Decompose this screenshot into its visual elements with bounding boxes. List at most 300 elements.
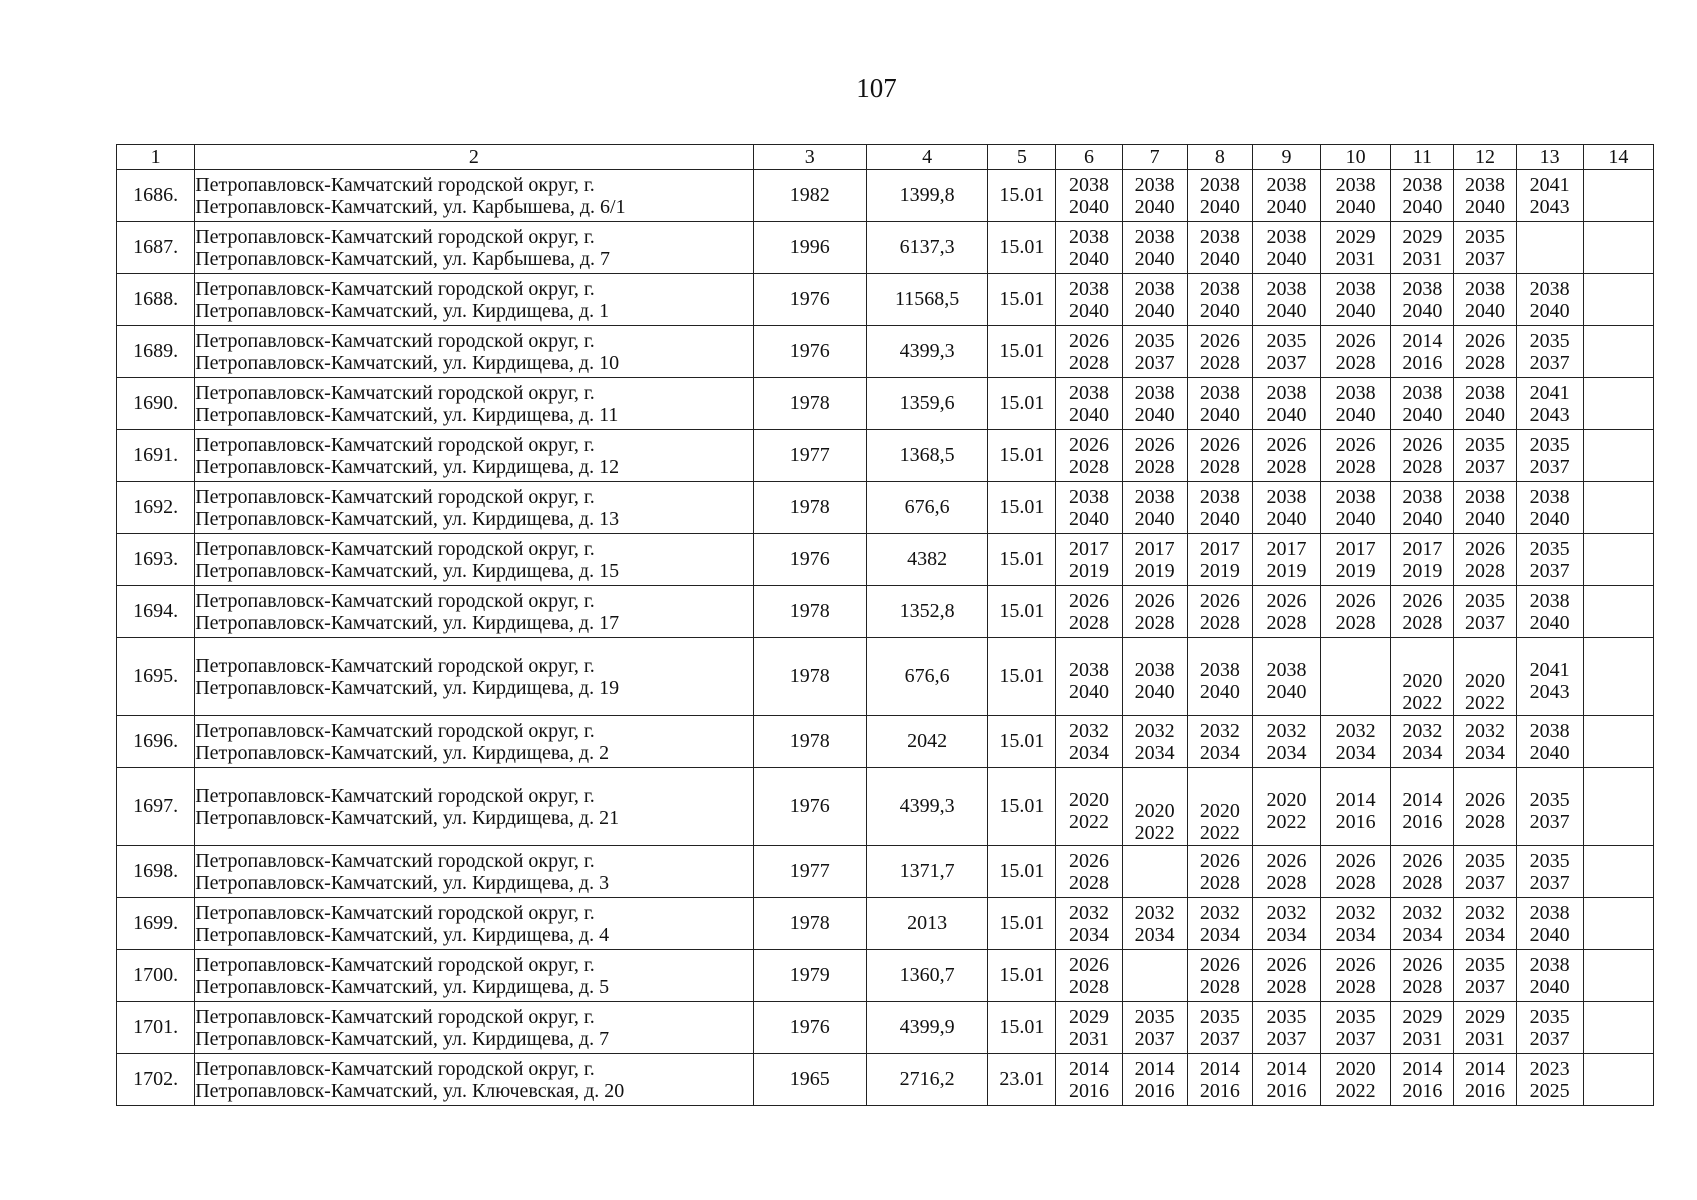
column-header-10: 10	[1321, 145, 1391, 170]
period-start-year: 2026	[1402, 953, 1443, 976]
period-start-year: 2032	[1069, 719, 1109, 742]
period-cell-col-8	[1187, 716, 1252, 768]
period-end-year: 2028	[1199, 975, 1240, 998]
period-cell-col-13	[1516, 1054, 1583, 1106]
column-header-7: 7	[1122, 145, 1187, 170]
building-area: 2013	[866, 898, 987, 950]
period-cell-col-12	[1454, 950, 1516, 1002]
construction-year: 1979	[753, 950, 866, 1002]
column-header-14: 14	[1583, 145, 1653, 170]
period-end-year: 2043	[1529, 680, 1570, 703]
address-cell	[195, 638, 753, 716]
construction-year: 1965	[753, 1054, 866, 1106]
period-end-year: 2028	[1069, 871, 1109, 894]
building-area: 2042	[866, 716, 987, 768]
period-start-year: 2038	[1199, 485, 1240, 508]
row-number: 1690.	[117, 378, 195, 430]
period-end-year: 2040	[1134, 195, 1175, 218]
period-start-year: 2029	[1402, 1005, 1443, 1028]
period-end-year: 2040	[1134, 403, 1175, 426]
period-end-year: 2034	[1402, 741, 1443, 764]
period-start-year: 2038	[1464, 381, 1505, 404]
address-cell	[195, 1002, 753, 1054]
address-cell	[195, 482, 753, 534]
address-cell	[195, 222, 753, 274]
column-header-8: 8	[1187, 145, 1252, 170]
period-cell-col-9	[1252, 1054, 1320, 1106]
period-cell-col-7	[1122, 222, 1187, 274]
period-cell-col-6	[1056, 716, 1122, 768]
period-end-year: 2016	[1335, 810, 1376, 833]
period-cell-col-10	[1321, 274, 1391, 326]
period-cell-col-10	[1321, 430, 1391, 482]
period-end-year: 2040	[1464, 507, 1505, 530]
period-start-year: 2038	[1134, 173, 1175, 196]
construction-year: 1977	[753, 430, 866, 482]
column-number-header-row	[117, 145, 1654, 170]
address-line-1: Петропавловск-Камчатский городской округ, г.	[195, 225, 595, 248]
address-cell	[195, 170, 753, 222]
period-cell-col-8	[1187, 1054, 1252, 1106]
period-cell-col-6	[1056, 274, 1122, 326]
address-line-1: Петропавловск-Камчатский городской округ, г.	[195, 589, 595, 612]
period-end-year: 2040	[1134, 247, 1175, 270]
period-end-year: 2040	[1069, 247, 1109, 270]
category-code: 15.01	[988, 950, 1056, 1002]
period-start-year: 2026	[1464, 329, 1505, 352]
period-start-year: 2017	[1134, 537, 1175, 560]
period-start-year: 2035	[1529, 433, 1570, 456]
period-end-year: 2028	[1464, 351, 1505, 374]
period-cell-col-9	[1252, 586, 1320, 638]
period-start-year: 2035	[1464, 953, 1505, 976]
period-end-year: 2016	[1266, 1079, 1307, 1102]
row-number: 1699.	[117, 898, 195, 950]
period-start-year: 2035	[1529, 849, 1570, 872]
period-end-year: 2019	[1402, 559, 1443, 582]
period-start-year: 2032	[1134, 901, 1175, 924]
period-start-year: 2026	[1266, 849, 1307, 872]
column-header-6: 6	[1056, 145, 1122, 170]
construction-year: 1976	[753, 326, 866, 378]
period-end-year: 2040	[1199, 195, 1240, 218]
period-start-year: 2038	[1134, 658, 1175, 681]
period-start-year: 2038	[1266, 173, 1307, 196]
period-cell-col-7	[1122, 846, 1187, 898]
period-start-year: 2020	[1134, 800, 1175, 822]
period-start-year: 2038	[1464, 277, 1505, 300]
period-end-year: 2040	[1069, 507, 1109, 530]
address-line-2: Петропавловск-Камчатский, ул. Кирдищева, д. 13	[195, 507, 620, 530]
period-cell-col-10	[1321, 638, 1391, 716]
period-cell-col-13	[1516, 378, 1583, 430]
period-end-year: 2040	[1529, 741, 1570, 764]
table-row	[117, 1054, 1654, 1106]
period-start-year: 2026	[1266, 953, 1307, 976]
column-header-1: 1	[117, 145, 195, 170]
address-cell	[195, 326, 753, 378]
table-row	[117, 378, 1654, 430]
period-end-year: 2040	[1199, 247, 1240, 270]
address-line-1: Петропавловск-Камчатский городской округ, г.	[195, 719, 595, 742]
period-start-year: 2038	[1402, 277, 1443, 300]
address-line-2: Петропавловск-Камчатский, ул. Кирдищева, д. 2	[195, 741, 610, 764]
period-cell-col-6	[1056, 638, 1122, 716]
period-cell-col-10	[1321, 482, 1391, 534]
period-start-year: 2026	[1069, 433, 1109, 456]
period-start-year: 2032	[1266, 719, 1307, 742]
period-cell-col-11	[1391, 716, 1454, 768]
period-start-year: 2032	[1335, 719, 1376, 742]
period-start-year: 2026	[1335, 849, 1376, 872]
period-start-year: 2035	[1464, 433, 1505, 456]
period-start-year: 2038	[1134, 225, 1175, 248]
period-cell-col-11	[1391, 638, 1454, 716]
building-area: 2716,2	[866, 1054, 987, 1106]
address-line-2: Петропавловск-Камчатский, ул. Ключевская, д. 20	[195, 1079, 625, 1102]
construction-year: 1978	[753, 378, 866, 430]
period-start-year: 2032	[1266, 901, 1307, 924]
period-start-year: 2026	[1335, 433, 1376, 456]
row-number: 1693.	[117, 534, 195, 586]
period-end-year: 2034	[1134, 741, 1175, 764]
period-cell-col-14	[1583, 716, 1653, 768]
period-end-year: 2040	[1266, 247, 1307, 270]
period-cell-col-12	[1454, 326, 1516, 378]
period-cell-col-6	[1056, 846, 1122, 898]
period-start-year: 2038	[1335, 277, 1376, 300]
period-cell-col-9	[1252, 170, 1320, 222]
category-code: 15.01	[988, 378, 1056, 430]
period-start-year: 2038	[1335, 173, 1376, 196]
period-start-year: 2026	[1335, 329, 1376, 352]
period-start-year: 2026	[1199, 589, 1240, 612]
period-end-year: 2034	[1266, 923, 1307, 946]
period-start-year: 2038	[1199, 658, 1240, 681]
period-start-year: 2023	[1529, 1057, 1570, 1080]
period-start-year: 2029	[1069, 1005, 1109, 1028]
table-row	[117, 638, 1654, 716]
period-end-year: 2040	[1335, 299, 1376, 322]
period-cell-col-10	[1321, 950, 1391, 1002]
period-cell-col-11	[1391, 326, 1454, 378]
period-cell-col-13	[1516, 846, 1583, 898]
period-cell-col-10	[1321, 716, 1391, 768]
period-start-year: 2038	[1402, 381, 1443, 404]
category-code: 15.01	[988, 326, 1056, 378]
period-cell-col-8	[1187, 378, 1252, 430]
period-cell-col-7	[1122, 430, 1187, 482]
period-start-year: 2038	[1335, 381, 1376, 404]
construction-year: 1978	[753, 482, 866, 534]
period-end-year: 2028	[1199, 351, 1240, 374]
period-start-year: 2041	[1529, 173, 1570, 196]
period-start-year: 2026	[1199, 953, 1240, 976]
period-end-year: 2040	[1069, 195, 1109, 218]
row-number: 1698.	[117, 846, 195, 898]
period-cell-col-14	[1583, 222, 1653, 274]
period-start-year: 2035	[1529, 537, 1570, 560]
period-end-year: 2040	[1069, 403, 1109, 426]
period-start-year: 2035	[1134, 1005, 1175, 1028]
period-start-year: 2038	[1069, 381, 1109, 404]
period-end-year: 2019	[1335, 559, 1376, 582]
period-end-year: 2037	[1529, 871, 1570, 894]
building-area: 6137,3	[866, 222, 987, 274]
period-start-year: 2035	[1529, 788, 1570, 811]
period-end-year: 2016	[1402, 351, 1443, 374]
period-cell-col-7	[1122, 482, 1187, 534]
period-start-year: 2035	[1266, 329, 1307, 352]
period-cell-col-9	[1252, 846, 1320, 898]
period-start-year: 2014	[1402, 1057, 1443, 1080]
period-start-year: 2038	[1464, 485, 1505, 508]
building-area: 1352,8	[866, 586, 987, 638]
period-cell-col-10	[1321, 586, 1391, 638]
category-code: 15.01	[988, 274, 1056, 326]
column-header-13: 13	[1516, 145, 1583, 170]
table-row	[117, 534, 1654, 586]
period-end-year: 2037	[1529, 351, 1570, 374]
period-cell-col-11	[1391, 586, 1454, 638]
construction-year: 1978	[753, 638, 866, 716]
address-line-1: Петропавловск-Камчатский городской округ, г.	[195, 277, 595, 300]
period-cell-col-10	[1321, 898, 1391, 950]
period-start-year: 2035	[1464, 849, 1505, 872]
period-cell-col-7	[1122, 378, 1187, 430]
building-area: 11568,5	[866, 274, 987, 326]
period-end-year: 2028	[1069, 455, 1109, 478]
period-start-year: 2038	[1069, 485, 1109, 508]
address-line-1: Петропавловск-Камчатский городской округ, г.	[195, 901, 595, 924]
period-start-year: 2035	[1134, 329, 1175, 352]
period-start-year: 2032	[1134, 719, 1175, 742]
period-end-year: 2025	[1529, 1079, 1570, 1102]
construction-year: 1982	[753, 170, 866, 222]
period-start-year: 2026	[1335, 953, 1376, 976]
building-area: 1360,7	[866, 950, 987, 1002]
period-start-year: 2032	[1402, 901, 1443, 924]
period-end-year: 2040	[1134, 680, 1175, 703]
period-cell-col-8	[1187, 170, 1252, 222]
period-start-year: 2035	[1529, 329, 1570, 352]
period-cell-col-6	[1056, 378, 1122, 430]
period-cell-col-8	[1187, 482, 1252, 534]
building-area: 4382	[866, 534, 987, 586]
period-start-year: 2038	[1266, 381, 1307, 404]
period-cell-col-8	[1187, 898, 1252, 950]
row-number: 1686.	[117, 170, 195, 222]
period-end-year: 2040	[1199, 299, 1240, 322]
column-header-11: 11	[1391, 145, 1454, 170]
period-cell-col-6	[1056, 898, 1122, 950]
period-start-year: 2017	[1335, 537, 1376, 560]
period-cell-col-6	[1056, 768, 1122, 846]
category-code: 15.01	[988, 170, 1056, 222]
period-end-year: 2028	[1266, 871, 1307, 894]
period-end-year: 2019	[1266, 559, 1307, 582]
period-cell-col-7	[1122, 950, 1187, 1002]
period-cell-col-9	[1252, 950, 1320, 1002]
period-cell-col-9	[1252, 430, 1320, 482]
address-line-1: Петропавловск-Камчатский городской округ, г.	[195, 953, 595, 976]
period-end-year: 2028	[1134, 611, 1175, 634]
address-line-2: Петропавловск-Камчатский, ул. Кирдищева, д. 19	[195, 676, 620, 699]
building-area: 1399,8	[866, 170, 987, 222]
period-cell-col-8	[1187, 638, 1252, 716]
period-start-year: 2026	[1069, 953, 1109, 976]
period-start-year: 2020	[1266, 788, 1307, 811]
period-cell-col-10	[1321, 534, 1391, 586]
category-code: 15.01	[988, 638, 1056, 716]
period-start-year: 2014	[1402, 788, 1443, 811]
period-end-year: 2040	[1199, 680, 1240, 703]
address-line-2: Петропавловск-Камчатский, ул. Кирдищева, д. 11	[195, 403, 619, 426]
period-end-year: 2028	[1402, 611, 1443, 634]
period-cell-col-12	[1454, 586, 1516, 638]
period-end-year: 2040	[1335, 195, 1376, 218]
period-cell-col-14	[1583, 378, 1653, 430]
period-cell-col-9	[1252, 716, 1320, 768]
construction-year: 1978	[753, 586, 866, 638]
period-start-year: 2020	[1464, 670, 1505, 692]
period-end-year: 2037	[1464, 455, 1505, 478]
period-start-year: 2041	[1529, 381, 1570, 404]
period-end-year: 2040	[1402, 507, 1443, 530]
period-start-year: 2026	[1266, 433, 1307, 456]
period-cell-col-13	[1516, 638, 1583, 716]
period-cell-col-9	[1252, 326, 1320, 378]
period-start-year: 2026	[1199, 329, 1240, 352]
period-start-year: 2026	[1402, 589, 1443, 612]
period-cell-col-8	[1187, 1002, 1252, 1054]
category-code: 15.01	[988, 586, 1056, 638]
period-end-year: 2022	[1402, 692, 1443, 714]
period-start-year: 2026	[1134, 589, 1175, 612]
period-start-year: 2038	[1199, 173, 1240, 196]
address-line-1: Петропавловск-Камчатский городской округ, г.	[195, 381, 595, 404]
period-cell-col-12	[1454, 430, 1516, 482]
period-cell-col-12	[1454, 170, 1516, 222]
period-cell-col-7	[1122, 170, 1187, 222]
category-code: 15.01	[988, 768, 1056, 846]
period-cell-col-10	[1321, 326, 1391, 378]
construction-year: 1978	[753, 898, 866, 950]
period-start-year: 2020	[1199, 800, 1240, 822]
period-end-year: 2028	[1199, 455, 1240, 478]
category-code: 15.01	[988, 534, 1056, 586]
period-start-year: 2032	[1402, 719, 1443, 742]
period-cell-col-12	[1454, 1002, 1516, 1054]
period-cell-col-8	[1187, 274, 1252, 326]
period-cell-col-9	[1252, 222, 1320, 274]
period-start-year: 2014	[1335, 788, 1376, 811]
row-number: 1691.	[117, 430, 195, 482]
address-line-2: Петропавловск-Камчатский, ул. Кирдищева, д. 21	[195, 806, 620, 829]
period-start-year: 2038	[1199, 225, 1240, 248]
period-cell-col-9	[1252, 638, 1320, 716]
address-cell	[195, 898, 753, 950]
address-line-2: Петропавловск-Камчатский, ул. Кирдищева, д. 1	[195, 299, 610, 322]
period-end-year: 2040	[1266, 403, 1307, 426]
period-start-year: 2026	[1464, 788, 1505, 811]
period-cell-col-13	[1516, 222, 1583, 274]
period-end-year: 2034	[1335, 923, 1376, 946]
period-start-year: 2038	[1134, 485, 1175, 508]
period-start-year: 2020	[1069, 788, 1109, 811]
period-cell-col-8	[1187, 222, 1252, 274]
period-start-year: 2035	[1529, 1005, 1570, 1028]
period-start-year: 2038	[1266, 225, 1307, 248]
table-row	[117, 482, 1654, 534]
row-number: 1695.	[117, 638, 195, 716]
period-end-year: 2028	[1266, 611, 1307, 634]
period-start-year: 2014	[1402, 329, 1443, 352]
column-header-12: 12	[1454, 145, 1516, 170]
period-start-year: 2038	[1529, 901, 1570, 924]
period-start-year: 2038	[1069, 173, 1109, 196]
period-end-year: 2034	[1402, 923, 1443, 946]
period-end-year: 2040	[1464, 195, 1505, 218]
period-cell-col-7	[1122, 534, 1187, 586]
address-line-1: Петропавловск-Камчатский городской округ, г.	[195, 1057, 595, 1080]
period-end-year: 2016	[1402, 1079, 1443, 1102]
period-start-year: 2026	[1069, 849, 1109, 872]
period-cell-col-10	[1321, 170, 1391, 222]
address-cell	[195, 1054, 753, 1106]
period-end-year: 2040	[1529, 611, 1570, 634]
column-header-2: 2	[195, 145, 753, 170]
period-cell-col-8	[1187, 326, 1252, 378]
period-end-year: 2040	[1266, 195, 1307, 218]
construction-year: 1976	[753, 768, 866, 846]
period-cell-col-9	[1252, 274, 1320, 326]
address-line-1: Петропавловск-Камчатский городской округ, г.	[195, 537, 595, 560]
period-cell-col-14	[1583, 846, 1653, 898]
period-cell-col-7	[1122, 1002, 1187, 1054]
housing-repair-schedule-table	[116, 144, 1654, 1106]
period-end-year: 2043	[1529, 195, 1570, 218]
period-cell-col-12	[1454, 638, 1516, 716]
address-cell	[195, 274, 753, 326]
table-row	[117, 846, 1654, 898]
period-start-year: 2038	[1529, 953, 1570, 976]
address-cell	[195, 378, 753, 430]
period-end-year: 2028	[1402, 871, 1443, 894]
period-end-year: 2040	[1199, 507, 1240, 530]
period-cell-col-11	[1391, 534, 1454, 586]
table-row	[117, 430, 1654, 482]
period-end-year: 2022	[1335, 1079, 1376, 1102]
period-cell-col-9	[1252, 534, 1320, 586]
period-cell-col-14	[1583, 950, 1653, 1002]
period-end-year: 2028	[1335, 351, 1376, 374]
address-line-2: Петропавловск-Камчатский, ул. Кирдищева, д. 4	[195, 923, 610, 946]
address-line-1: Петропавловск-Камчатский городской округ, г.	[195, 784, 595, 807]
period-cell-col-8	[1187, 768, 1252, 846]
period-end-year: 2028	[1199, 611, 1240, 634]
period-start-year: 2038	[1069, 658, 1109, 681]
period-start-year: 2032	[1199, 901, 1240, 924]
period-start-year: 2029	[1464, 1005, 1505, 1028]
building-area: 1368,5	[866, 430, 987, 482]
period-end-year: 2022	[1069, 810, 1109, 833]
period-end-year: 2043	[1529, 403, 1570, 426]
period-end-year: 2040	[1335, 507, 1376, 530]
period-start-year: 2026	[1199, 433, 1240, 456]
period-end-year: 2028	[1199, 871, 1240, 894]
period-cell-col-13	[1516, 534, 1583, 586]
